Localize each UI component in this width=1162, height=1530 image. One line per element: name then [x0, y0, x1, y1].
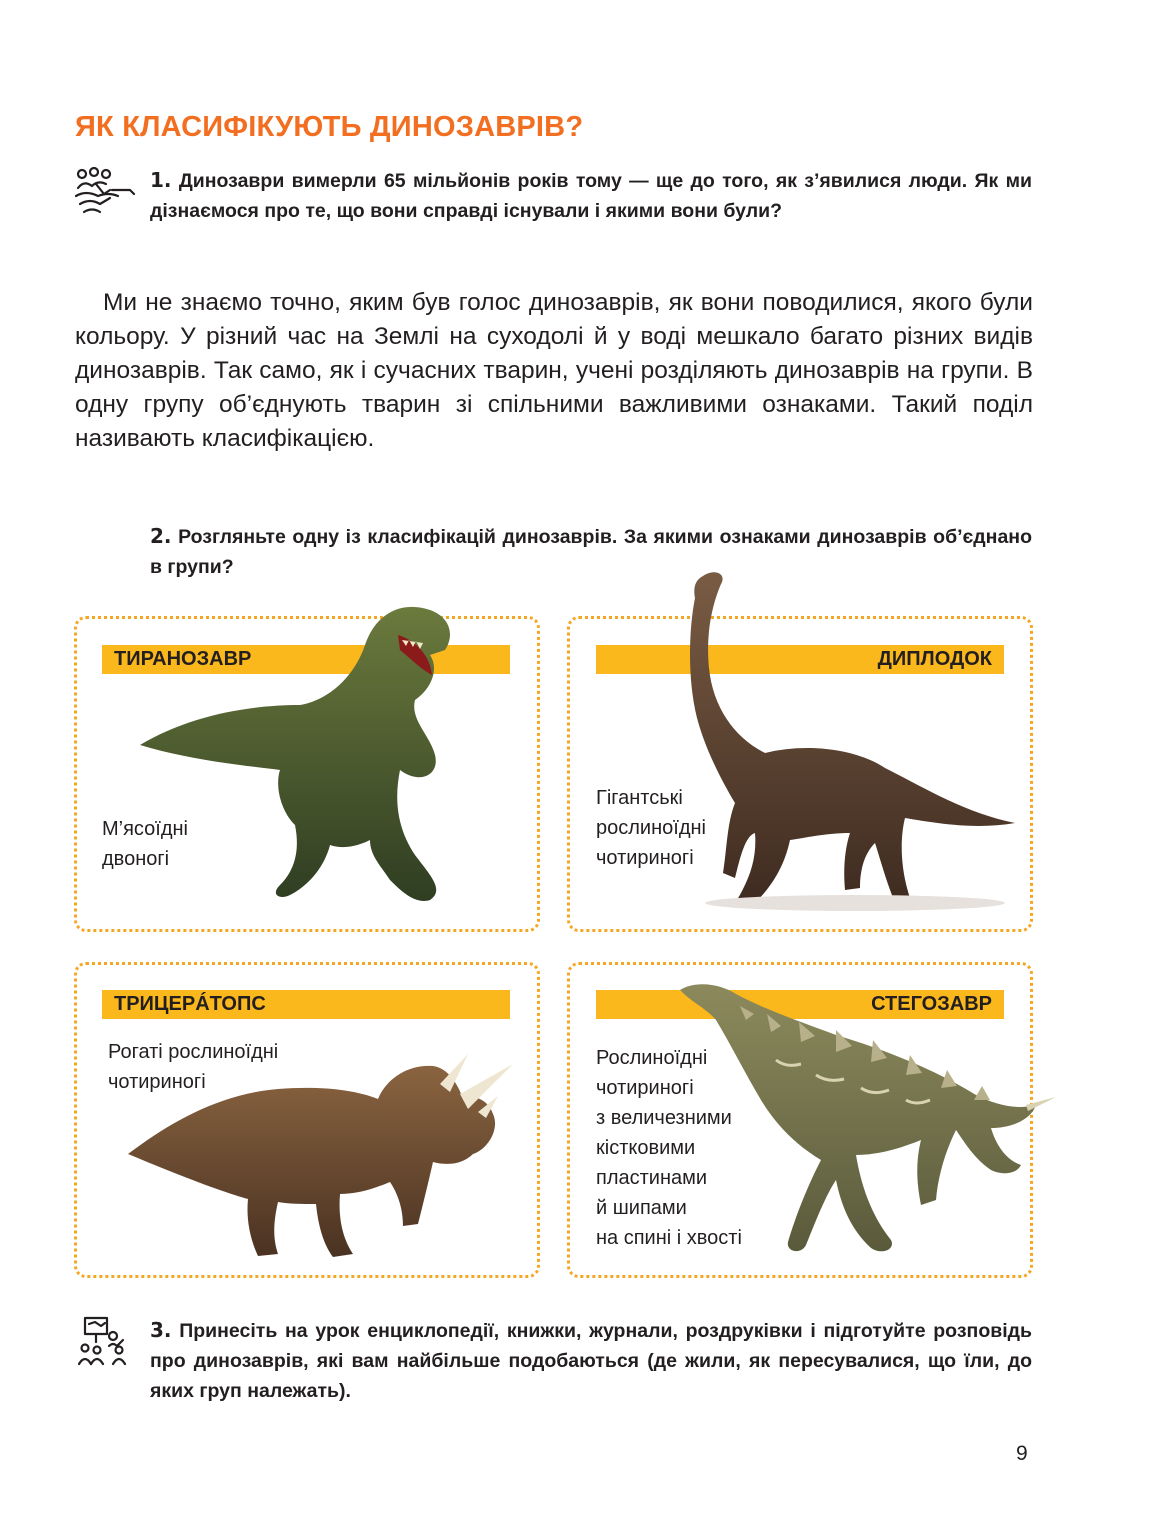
diplodocus-image [675, 568, 1027, 918]
task-1 [150, 165, 1032, 226]
body-paragraph: Ми не знаємо точно, яким був голос динозаврів, як вони поводилися, якого були кольору. У різний час на Землі на суходолі й у воді мешкало багато різних видів динозаврів. Так само, як і сучасних тварин, учені розділяють динозаврів на групи. В одну групу об’єднують тварин зі спільними важливими ознаками. Такий поділ називають класифікацією. [75, 289, 1033, 452]
diplodocus-label: ДИПЛОДОК [596, 645, 1004, 674]
task-3-text: Принесіть на урок енциклопедії, книжки, журнали, роздруківки і підготуйте розповідь про динозаврів, які вам найбільше подобаються (де жили, як пересувалися, що їли, до яких груп належать). [150, 1320, 1032, 1402]
page-title: ЯК КЛАСИФІКУЮТЬ ДИНОЗАВРІВ? [75, 111, 584, 143]
desc-line: на спині і хвості [596, 1227, 742, 1249]
desc-line: з величезними [596, 1107, 732, 1129]
task-1-number: 1. [150, 168, 172, 192]
desc-line: М’ясоїдні [102, 818, 188, 840]
task-1-text: Динозаври вимерли 65 мільйонів років тому — ще до того, як з’явилися люди. Як ми дізнаємося про те, що вони справді існували і якими вони були? [150, 170, 1032, 222]
task-2-number: 2. [150, 524, 172, 548]
desc-line: пластинами [596, 1167, 708, 1189]
desc-line: чотириногі [596, 847, 694, 869]
desc-line: чотириногі [596, 1077, 694, 1099]
task-2-text: Розгляньте одну із класифікацій динозаврів. За якими ознаками динозаврів об’єднано в групи? [150, 526, 1032, 578]
task-3 [150, 1315, 1032, 1406]
page-number: 9 [1016, 1442, 1028, 1465]
presentation-group-icon [75, 1314, 137, 1366]
task-3-number: 3. [150, 1318, 172, 1342]
tyrannosaurus-label: ТИРАНОЗАВР [102, 645, 510, 674]
desc-line: Рогаті рослиноїдні [108, 1041, 279, 1063]
desc-line: рослиноїдні [596, 817, 706, 839]
desc-line: Рослиноїдні [596, 1047, 708, 1069]
desc-line: двоногі [102, 848, 170, 870]
desc-line: кістковими [596, 1137, 696, 1159]
desc-line: Гігантські [596, 787, 683, 809]
triceratops-image [128, 1054, 520, 1264]
desc-line: чотириногі [108, 1071, 206, 1093]
triceratops-label: ТРИЦЕРÁТОПС [102, 990, 510, 1019]
group-discussion-icon [74, 166, 138, 218]
tyrannosaurus-image [130, 595, 480, 915]
desc-line: й шипами [596, 1197, 687, 1219]
stegosaurus-label: СТЕГОЗАВР [596, 990, 1004, 1019]
stegosaurus-image [676, 980, 1060, 1270]
